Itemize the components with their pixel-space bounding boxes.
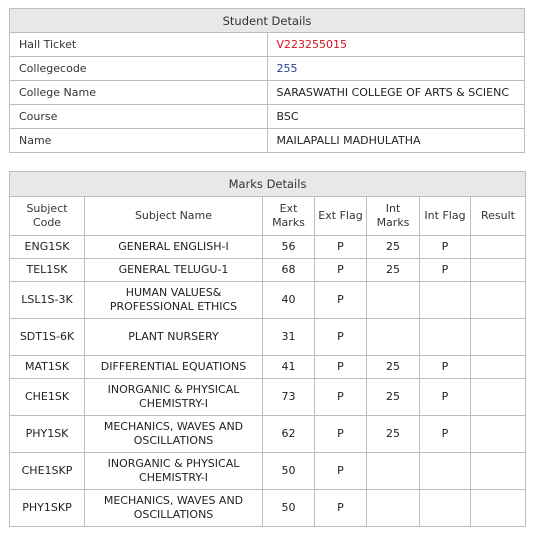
int-marks-cell xyxy=(367,453,420,490)
int-flag-cell: P xyxy=(420,416,471,453)
int-flag-cell: P xyxy=(420,259,471,282)
int-marks-cell: 25 xyxy=(367,236,420,259)
ext-marks-cell: 56 xyxy=(263,236,315,259)
int-marks-cell: 25 xyxy=(367,259,420,282)
table-row xyxy=(10,282,526,319)
col-header-int-marks: Int Marks xyxy=(367,197,420,236)
ext-marks-cell: 31 xyxy=(263,319,315,356)
int-flag-cell: P xyxy=(420,379,471,416)
table-row xyxy=(10,259,526,282)
college-code-label: Collegecode xyxy=(10,57,268,81)
marks-table-body xyxy=(10,236,526,527)
college-name-value: SARASWATHI COLLEGE OF ARTS & SCIENC xyxy=(267,81,525,105)
int-flag-cell: P xyxy=(420,236,471,259)
col-header-subject-name: Subject Name xyxy=(85,197,263,236)
result-cell xyxy=(471,453,526,490)
int-marks-cell xyxy=(367,490,420,527)
student-field-row xyxy=(10,129,525,153)
ext-flag-cell: P xyxy=(315,236,367,259)
ext-marks-cell: 50 xyxy=(263,490,315,527)
table-row xyxy=(10,453,526,490)
col-header-ext-marks: Ext Marks xyxy=(263,197,315,236)
course-label: Course xyxy=(10,105,268,129)
subject-name-cell: DIFFERENTIAL EQUATIONS xyxy=(85,356,263,379)
subject-name-cell: MECHANICS, WAVES AND OSCILLATIONS xyxy=(85,416,263,453)
col-header-int-flag: Int Flag xyxy=(420,197,471,236)
ext-flag-cell: P xyxy=(315,319,367,356)
hall-ticket-value: V223255015 xyxy=(267,33,525,57)
int-flag-cell xyxy=(420,490,471,527)
subject-name-cell: INORGANIC & PHYSICAL CHEMISTRY-I xyxy=(85,453,263,490)
result-cell xyxy=(471,259,526,282)
table-row xyxy=(10,416,526,453)
subject-code-cell: MAT1SK xyxy=(10,356,85,379)
table-row xyxy=(10,379,526,416)
subject-code-cell: PHY1SK xyxy=(10,416,85,453)
subject-name-cell: PLANT NURSERY xyxy=(85,319,263,356)
int-marks-cell xyxy=(367,319,420,356)
ext-flag-cell: P xyxy=(315,453,367,490)
marks-details-table xyxy=(9,171,526,527)
int-marks-cell xyxy=(367,282,420,319)
int-marks-cell: 25 xyxy=(367,356,420,379)
student-details-table xyxy=(9,8,525,153)
subject-name-cell: MECHANICS, WAVES AND OSCILLATIONS xyxy=(85,490,263,527)
col-header-ext-flag: Ext Flag xyxy=(315,197,367,236)
name-value: MAILAPALLI MADHULATHA xyxy=(267,129,525,153)
ext-marks-cell: 40 xyxy=(263,282,315,319)
college-code-value: 255 xyxy=(267,57,525,81)
ext-marks-cell: 62 xyxy=(263,416,315,453)
ext-flag-cell: P xyxy=(315,416,367,453)
result-cell xyxy=(471,282,526,319)
college-name-label: College Name xyxy=(10,81,268,105)
ext-flag-cell: P xyxy=(315,379,367,416)
result-cell xyxy=(471,379,526,416)
subject-code-cell: CHE1SK xyxy=(10,379,85,416)
subject-code-cell: LSL1S-3K xyxy=(10,282,85,319)
subject-code-cell: ENG1SK xyxy=(10,236,85,259)
result-cell xyxy=(471,319,526,356)
student-details-header-row xyxy=(10,9,525,33)
result-cell xyxy=(471,490,526,527)
student-field-row xyxy=(10,57,525,81)
hall-ticket-label: Hall Ticket xyxy=(10,33,268,57)
subject-code-cell: PHY1SKP xyxy=(10,490,85,527)
col-header-subject-code: Subject Code xyxy=(10,197,85,236)
table-row xyxy=(10,319,526,356)
student-field-row xyxy=(10,105,525,129)
ext-flag-cell: P xyxy=(315,356,367,379)
subject-name-cell: HUMAN VALUES& PROFESSIONAL ETHICS xyxy=(85,282,263,319)
int-marks-cell: 25 xyxy=(367,379,420,416)
subject-name-cell: GENERAL TELUGU-1 xyxy=(85,259,263,282)
result-cell xyxy=(471,236,526,259)
result-cell xyxy=(471,356,526,379)
name-label: Name xyxy=(10,129,268,153)
subject-name-cell: INORGANIC & PHYSICAL CHEMISTRY-I xyxy=(85,379,263,416)
student-details-title: Student Details xyxy=(10,9,525,33)
col-header-result: Result xyxy=(471,197,526,236)
subject-name-cell: GENERAL ENGLISH-I xyxy=(85,236,263,259)
table-row xyxy=(10,356,526,379)
ext-flag-cell: P xyxy=(315,490,367,527)
subject-code-cell: CHE1SKP xyxy=(10,453,85,490)
int-marks-cell: 25 xyxy=(367,416,420,453)
marks-details-title: Marks Details xyxy=(10,172,526,197)
ext-marks-cell: 41 xyxy=(263,356,315,379)
subject-code-cell: TEL1SK xyxy=(10,259,85,282)
student-field-row xyxy=(10,33,525,57)
marks-column-header-row xyxy=(10,197,526,236)
ext-flag-cell: P xyxy=(315,282,367,319)
course-value: BSC xyxy=(267,105,525,129)
result-cell xyxy=(471,416,526,453)
int-flag-cell xyxy=(420,453,471,490)
int-flag-cell xyxy=(420,319,471,356)
subject-code-cell: SDT1S-6K xyxy=(10,319,85,356)
int-flag-cell: P xyxy=(420,356,471,379)
int-flag-cell xyxy=(420,282,471,319)
ext-marks-cell: 73 xyxy=(263,379,315,416)
ext-flag-cell: P xyxy=(315,259,367,282)
ext-marks-cell: 68 xyxy=(263,259,315,282)
marks-details-header-row xyxy=(10,172,526,197)
student-field-row xyxy=(10,81,525,105)
table-row xyxy=(10,490,526,527)
ext-marks-cell: 50 xyxy=(263,453,315,490)
table-row xyxy=(10,236,526,259)
